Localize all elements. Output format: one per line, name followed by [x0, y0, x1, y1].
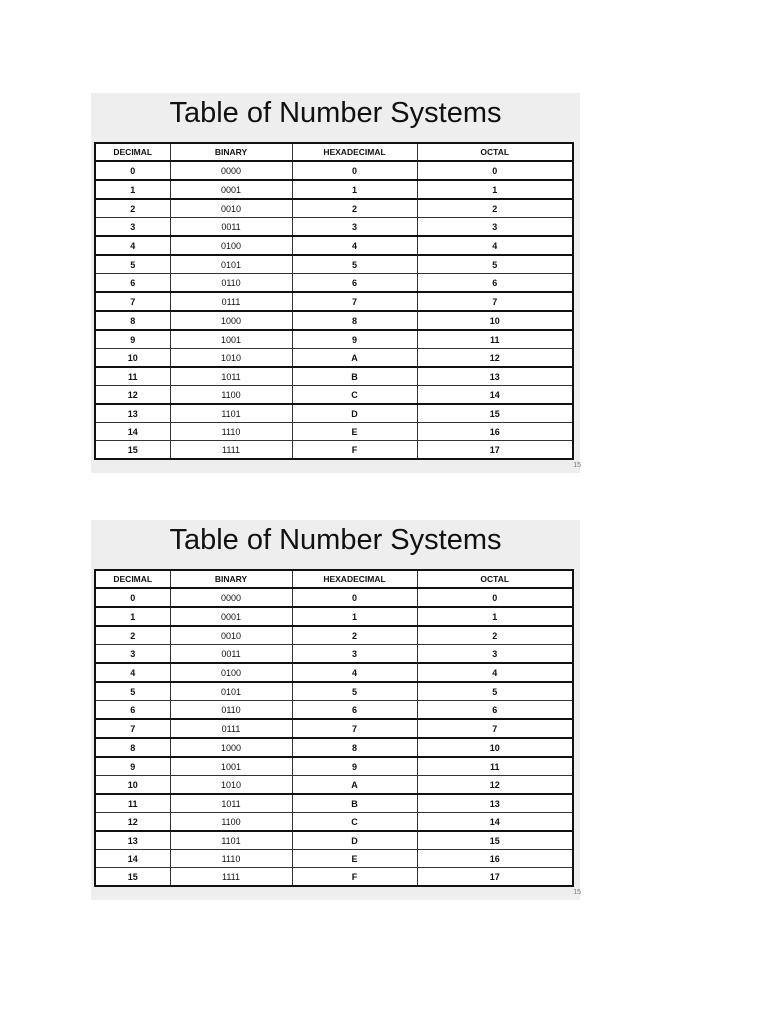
slide-number: 15 [573, 889, 581, 896]
octal-cell: 0 [417, 588, 573, 607]
hexadecimal-cell: 6 [292, 701, 417, 720]
octal-cell: 6 [417, 701, 573, 720]
hexadecimal-cell: B [292, 367, 417, 386]
octal-cell: 14 [417, 813, 573, 832]
decimal-cell: 13 [95, 831, 170, 850]
binary-cell: 0010 [170, 199, 292, 218]
octal-cell: 3 [417, 645, 573, 664]
table-row [95, 757, 573, 776]
decimal-cell: 8 [95, 311, 170, 330]
binary-cell: 0111 [170, 719, 292, 738]
decimal-cell: 5 [95, 255, 170, 274]
table-row [95, 645, 573, 664]
table-row [95, 813, 573, 832]
table-row [95, 831, 573, 850]
table-row [95, 386, 573, 405]
table-row [95, 367, 573, 386]
octal-cell: 7 [417, 292, 573, 311]
binary-cell: 1011 [170, 367, 292, 386]
table-row [95, 607, 573, 626]
binary-cell: 1111 [170, 441, 292, 460]
octal-cell: 6 [417, 274, 573, 293]
table-header-row [95, 570, 573, 588]
hexadecimal-cell: 8 [292, 738, 417, 757]
header-hexadecimal: HEXADECIMAL [292, 570, 417, 588]
hexadecimal-cell: 4 [292, 236, 417, 255]
table-row [95, 292, 573, 311]
table-row [95, 719, 573, 738]
binary-cell: 1001 [170, 757, 292, 776]
table-row [95, 180, 573, 199]
binary-cell: 0100 [170, 663, 292, 682]
hexadecimal-cell: 8 [292, 311, 417, 330]
hexadecimal-cell: F [292, 441, 417, 460]
octal-cell: 5 [417, 255, 573, 274]
binary-cell: 1101 [170, 831, 292, 850]
hexadecimal-cell: 9 [292, 757, 417, 776]
binary-cell: 1010 [170, 776, 292, 795]
slide-title: Table of Number Systems [169, 524, 502, 556]
octal-cell: 4 [417, 236, 573, 255]
decimal-cell: 7 [95, 719, 170, 738]
decimal-cell: 2 [95, 199, 170, 218]
decimal-cell: 10 [95, 776, 170, 795]
decimal-cell: 5 [95, 682, 170, 701]
decimal-cell: 4 [95, 663, 170, 682]
binary-cell: 0011 [170, 645, 292, 664]
octal-cell: 17 [417, 441, 573, 460]
octal-cell: 15 [417, 404, 573, 423]
table-row [95, 682, 573, 701]
header-decimal: DECIMAL [95, 570, 170, 588]
slide-1 [91, 93, 580, 473]
binary-cell: 1100 [170, 813, 292, 832]
number-systems-table [94, 142, 574, 460]
table-row [95, 626, 573, 645]
table-row [95, 349, 573, 368]
hexadecimal-cell: D [292, 831, 417, 850]
header-hexadecimal: HEXADECIMAL [292, 143, 417, 161]
header-binary: BINARY [170, 143, 292, 161]
binary-cell: 0000 [170, 161, 292, 180]
hexadecimal-cell: E [292, 423, 417, 441]
table-row [95, 776, 573, 795]
header-octal: OCTAL [417, 143, 573, 161]
table-row [95, 423, 573, 441]
hexadecimal-cell: 3 [292, 645, 417, 664]
binary-cell: 0101 [170, 255, 292, 274]
decimal-cell: 1 [95, 180, 170, 199]
table-row [95, 663, 573, 682]
hexadecimal-cell: 5 [292, 682, 417, 701]
hexadecimal-cell: B [292, 794, 417, 813]
decimal-cell: 0 [95, 588, 170, 607]
table-row [95, 274, 573, 293]
binary-cell: 0000 [170, 588, 292, 607]
octal-cell: 16 [417, 850, 573, 868]
decimal-cell: 15 [95, 441, 170, 460]
table-row [95, 850, 573, 868]
decimal-cell: 9 [95, 330, 170, 349]
decimal-cell: 14 [95, 850, 170, 868]
octal-cell: 12 [417, 776, 573, 795]
hexadecimal-cell: E [292, 850, 417, 868]
hexadecimal-cell: 4 [292, 663, 417, 682]
table-row [95, 588, 573, 607]
binary-cell: 1101 [170, 404, 292, 423]
table-row [95, 868, 573, 887]
hexadecimal-cell: C [292, 813, 417, 832]
hexadecimal-cell: C [292, 386, 417, 405]
header-decimal: DECIMAL [95, 143, 170, 161]
octal-cell: 14 [417, 386, 573, 405]
table-header-row [95, 143, 573, 161]
binary-cell: 1000 [170, 311, 292, 330]
table-row [95, 311, 573, 330]
binary-cell: 0101 [170, 682, 292, 701]
octal-cell: 13 [417, 794, 573, 813]
table-row [95, 701, 573, 720]
octal-cell: 11 [417, 330, 573, 349]
octal-cell: 4 [417, 663, 573, 682]
decimal-cell: 10 [95, 349, 170, 368]
hexadecimal-cell: D [292, 404, 417, 423]
number-systems-table [94, 569, 574, 887]
table-row [95, 199, 573, 218]
hexadecimal-cell: 2 [292, 626, 417, 645]
decimal-cell: 11 [95, 367, 170, 386]
table-row [95, 218, 573, 237]
octal-cell: 1 [417, 607, 573, 626]
binary-cell: 1110 [170, 850, 292, 868]
table-row [95, 738, 573, 757]
decimal-cell: 15 [95, 868, 170, 887]
binary-cell: 0100 [170, 236, 292, 255]
binary-cell: 0010 [170, 626, 292, 645]
hexadecimal-cell: 7 [292, 292, 417, 311]
table-row [95, 236, 573, 255]
octal-cell: 7 [417, 719, 573, 738]
decimal-cell: 12 [95, 386, 170, 405]
hexadecimal-cell: 7 [292, 719, 417, 738]
octal-cell: 3 [417, 218, 573, 237]
table-row [95, 404, 573, 423]
table-row [95, 794, 573, 813]
binary-cell: 1010 [170, 349, 292, 368]
octal-cell: 16 [417, 423, 573, 441]
decimal-cell: 3 [95, 645, 170, 664]
decimal-cell: 14 [95, 423, 170, 441]
octal-cell: 13 [417, 367, 573, 386]
decimal-cell: 11 [95, 794, 170, 813]
binary-cell: 1111 [170, 868, 292, 887]
octal-cell: 12 [417, 349, 573, 368]
hexadecimal-cell: 9 [292, 330, 417, 349]
hexadecimal-cell: 0 [292, 161, 417, 180]
table-row [95, 441, 573, 460]
header-octal: OCTAL [417, 570, 573, 588]
decimal-cell: 6 [95, 701, 170, 720]
hexadecimal-cell: 1 [292, 180, 417, 199]
table-row [95, 255, 573, 274]
decimal-cell: 2 [95, 626, 170, 645]
decimal-cell: 0 [95, 161, 170, 180]
hexadecimal-cell: 5 [292, 255, 417, 274]
octal-cell: 15 [417, 831, 573, 850]
decimal-cell: 9 [95, 757, 170, 776]
binary-cell: 0111 [170, 292, 292, 311]
binary-cell: 1001 [170, 330, 292, 349]
binary-cell: 1100 [170, 386, 292, 405]
hexadecimal-cell: 6 [292, 274, 417, 293]
binary-cell: 0001 [170, 607, 292, 626]
hexadecimal-cell: 0 [292, 588, 417, 607]
binary-cell: 0011 [170, 218, 292, 237]
decimal-cell: 7 [95, 292, 170, 311]
hexadecimal-cell: A [292, 776, 417, 795]
table-row [95, 330, 573, 349]
hexadecimal-cell: 2 [292, 199, 417, 218]
slide-2 [91, 520, 580, 900]
hexadecimal-cell: 1 [292, 607, 417, 626]
octal-cell: 2 [417, 626, 573, 645]
decimal-cell: 1 [95, 607, 170, 626]
decimal-cell: 4 [95, 236, 170, 255]
decimal-cell: 6 [95, 274, 170, 293]
binary-cell: 1000 [170, 738, 292, 757]
hexadecimal-cell: F [292, 868, 417, 887]
table-row [95, 161, 573, 180]
decimal-cell: 3 [95, 218, 170, 237]
slide-title: Table of Number Systems [169, 97, 502, 129]
octal-cell: 1 [417, 180, 573, 199]
binary-cell: 0110 [170, 701, 292, 720]
octal-cell: 5 [417, 682, 573, 701]
binary-cell: 0110 [170, 274, 292, 293]
slide-number: 15 [573, 462, 581, 469]
hexadecimal-cell: A [292, 349, 417, 368]
octal-cell: 2 [417, 199, 573, 218]
octal-cell: 10 [417, 738, 573, 757]
binary-cell: 0001 [170, 180, 292, 199]
binary-cell: 1110 [170, 423, 292, 441]
octal-cell: 17 [417, 868, 573, 887]
decimal-cell: 12 [95, 813, 170, 832]
binary-cell: 1011 [170, 794, 292, 813]
hexadecimal-cell: 3 [292, 218, 417, 237]
decimal-cell: 8 [95, 738, 170, 757]
octal-cell: 10 [417, 311, 573, 330]
octal-cell: 0 [417, 161, 573, 180]
decimal-cell: 13 [95, 404, 170, 423]
octal-cell: 11 [417, 757, 573, 776]
header-binary: BINARY [170, 570, 292, 588]
